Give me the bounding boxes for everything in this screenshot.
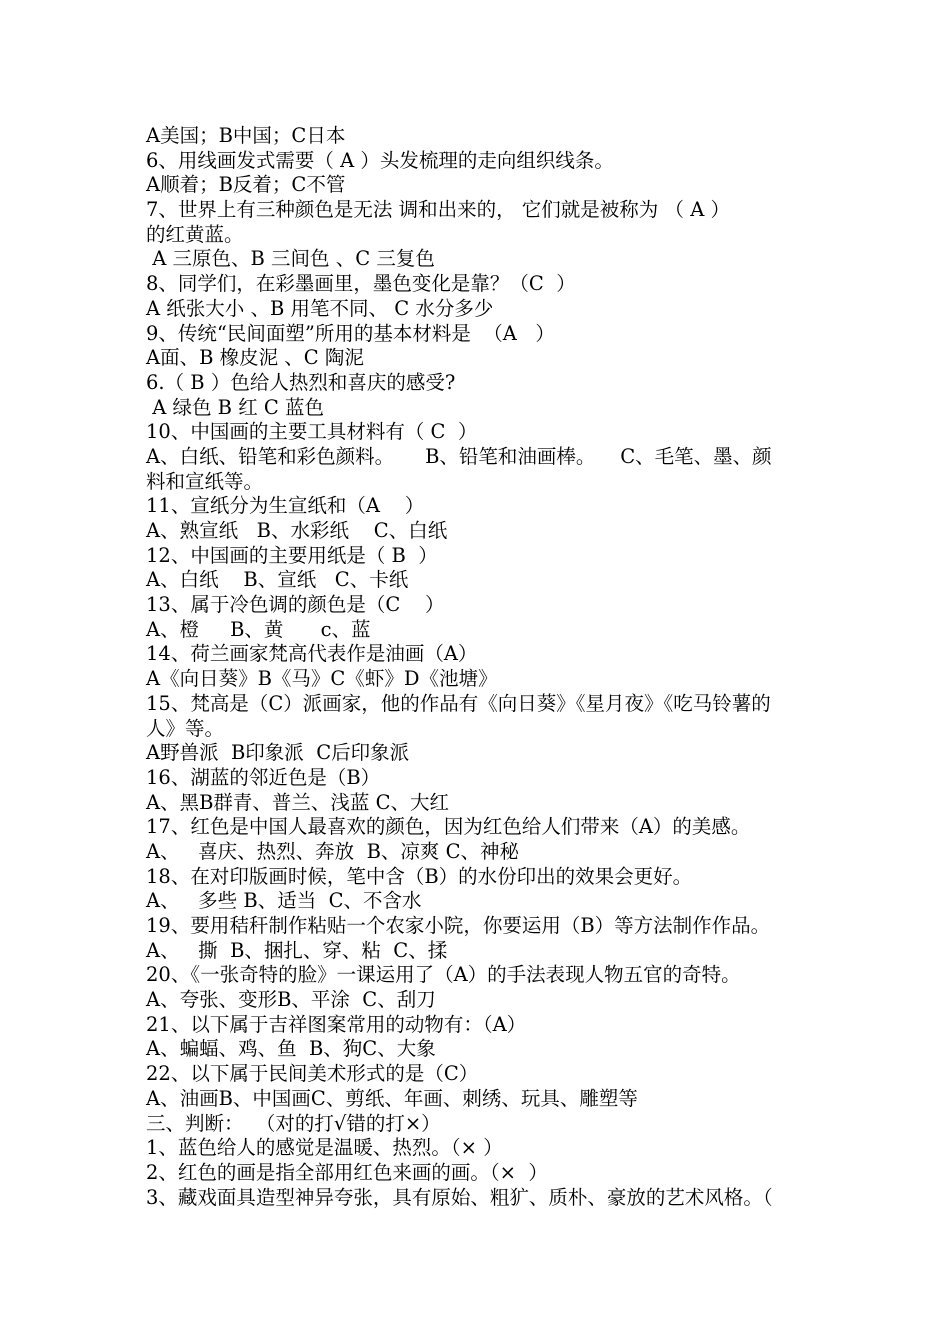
text-line-5: 的红黄蓝。 xyxy=(146,222,244,246)
text-line-20: 13、属于冷色调的颜色是（C ） xyxy=(146,593,445,617)
text-line-15: 料和宣纸等。 xyxy=(146,469,264,493)
text-line-44: 3、藏戏面具造型神异夸张，具有原始、粗犷、质朴、豪放的艺术风格。（ xyxy=(146,1185,773,1209)
text-line-35: 20、《一张奇特的脸》一课运用了（A）的手法表现人物五官的奇特。 xyxy=(146,963,741,987)
text-line-37: 21、以下属于吉祥图案常用的动物有：（A） xyxy=(146,1012,527,1036)
text-line-24: 15、梵高是（C）派画家，他的作品有《向日葵》《星月夜》《吃马铃薯的 xyxy=(146,691,771,715)
text-line-8: A 纸张大小 、B 用笔不同、 C 水分多少 xyxy=(146,296,494,320)
text-line-42: 1、蓝色给人的感觉是温暖、热烈。（× ） xyxy=(146,1136,503,1160)
text-line-2: 6、用线画发式需要（ A ）头发梳理的走向组织线条。 xyxy=(146,148,614,172)
text-line-1: A美国；B中国；C日本 xyxy=(146,124,346,147)
text-line-13: 10、中国画的主要工具材料有（ C ） xyxy=(146,420,478,444)
text-line-3: A顺着；B反着；C不管 xyxy=(146,173,346,197)
text-line-39: 22、以下属于民间美术形式的是（C） xyxy=(146,1062,479,1086)
text-line-27: 16、湖蓝的邻近色是（B） xyxy=(146,765,381,789)
text-line-31: 18、在对印版画时候，笔中含（B）的水份印出的效果会更好。 xyxy=(146,864,693,888)
text-line-40: A、油画B、中国画C、剪纸、年画、刺绣、玩具、雕塑等 xyxy=(146,1086,638,1110)
text-line-11: 6.（ B ）色给人热烈和喜庆的感受? xyxy=(146,370,456,394)
text-line-25: 人》等。 xyxy=(146,716,225,740)
text-line-17: A、熟宣纸 B、水彩纸 C、白纸 xyxy=(146,519,448,542)
text-line-33: 19、要用秸秆制作粘贴一个农家小院，你要运用（B）等方法制作作品。 xyxy=(146,914,771,937)
text-line-10: A面、B 橡皮泥 、C 陶泥 xyxy=(146,346,364,370)
text-line-32: A、 多些 B、适当 C、不含水 xyxy=(146,889,422,913)
text-line-38: A、蝙蝠、鸡、鱼 B、狗C、大象 xyxy=(146,1037,436,1061)
text-line-14: A、白纸、铅笔和彩色颜料。 B、铅笔和油画棒。 C、毛笔、墨、颜 xyxy=(146,444,772,468)
text-line-28: A、黑B群青、普兰、浅蓝 C、大红 xyxy=(146,790,450,814)
text-line-18: 12、中国画的主要用纸是（ B ） xyxy=(146,543,438,567)
text-line-21: A、橙 B、黄 c、蓝 xyxy=(146,617,371,641)
text-line-19: A、白纸 B、宣纸 C、卡纸 xyxy=(146,568,409,592)
text-line-29: 17、红色是中国人最喜欢的颜色，因为红色给人们带来（A）的美感。 xyxy=(146,815,751,839)
text-line-12: A 绿色 B 红 C 蓝色 xyxy=(146,395,325,419)
text-line-36: A、夸张、变形B、平涂 C、刮刀 xyxy=(146,988,436,1012)
text-line-26: A野兽派 B印象派 C后印象派 xyxy=(146,741,410,765)
document-body xyxy=(146,124,836,1210)
text-line-9: 9、传统“民间面塑”所用的基本材料是 （A ） xyxy=(146,321,555,345)
text-line-22: 14、荷兰画家梵高代表作是油画（A） xyxy=(146,642,478,666)
text-line-6: A 三原色、B 三间色 、C 三复色 xyxy=(146,247,435,271)
section-heading-judgment: 三、判断： （对的打√错的打×） xyxy=(146,1111,441,1135)
text-line-7: 8、同学们，在彩墨画里，墨色变化是靠？（C ） xyxy=(146,272,576,296)
text-line-23: A《向日葵》B《马》C《虾》D《池塘》 xyxy=(146,667,498,691)
text-line-16: 11、宣纸分为生宣纸和（A ） xyxy=(146,494,425,518)
text-line-30: A、 喜庆、热烈、奔放 B、凉爽 C、神秘 xyxy=(146,839,520,863)
text-line-4: 7、世界上有三种颜色是无法 调和出来的， 它们就是被称为 （ A ） xyxy=(146,198,730,222)
text-line-34: A、 撕 B、捆扎、穿、粘 C、揉 xyxy=(146,938,448,962)
text-line-43: 2、红色的画是指全部用红色来画的画。（× ） xyxy=(146,1160,548,1184)
